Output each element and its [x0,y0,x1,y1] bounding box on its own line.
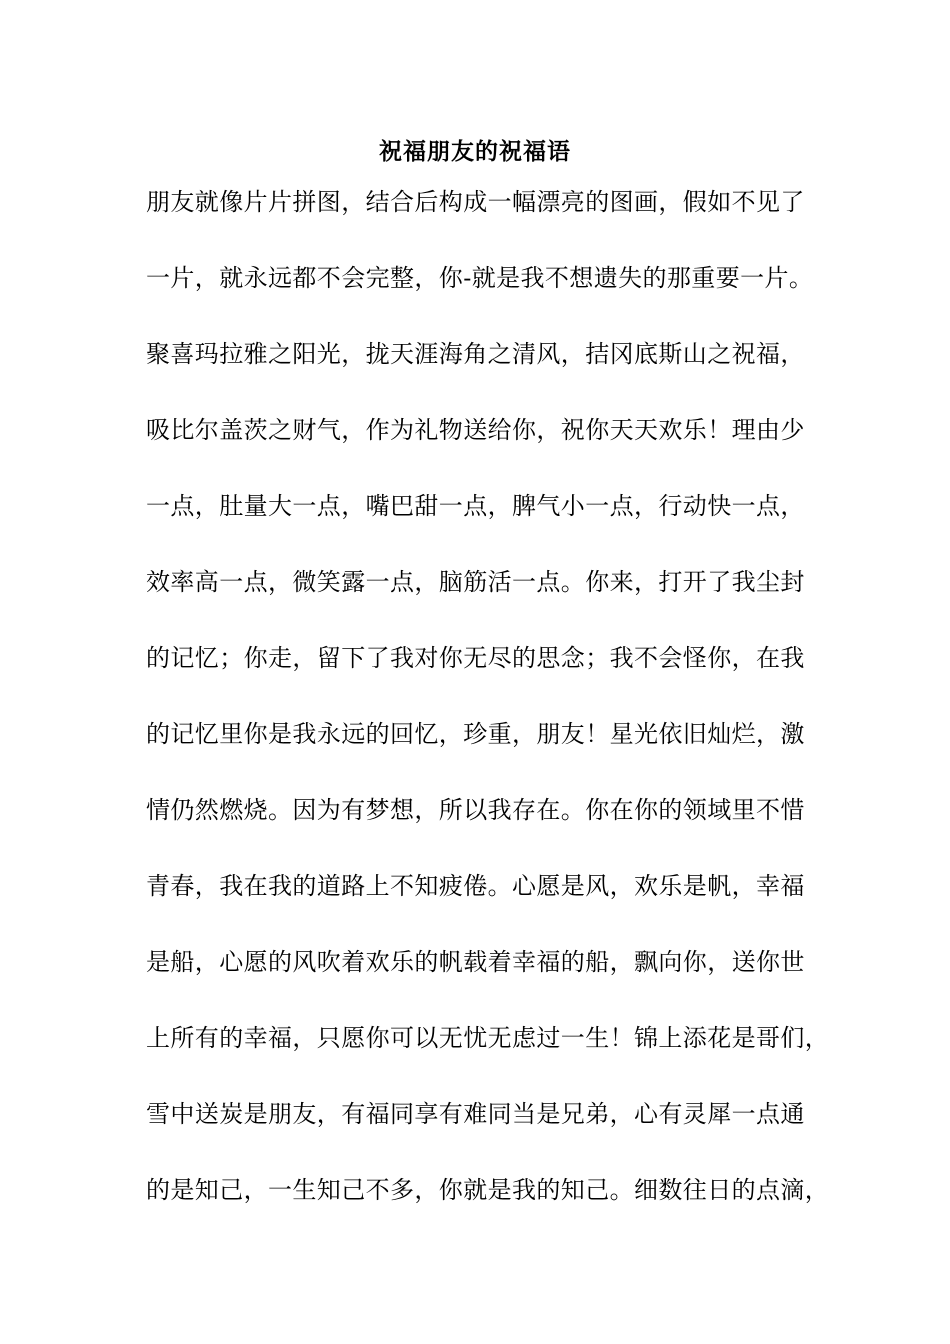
body-line: 一片，就永远都不会完整，你-就是我不想遗失的那重要一片。 [146,264,814,292]
body-line: 上所有的幸福，只愿你可以无忧无虑过一生！锦上添花是哥们， [146,1024,830,1052]
body-line: 朋友就像片片拼图，结合后构成一幅漂亮的图画，假如不见了 [146,188,805,216]
body-line: 效率高一点，微笑露一点，脑筋活一点。你来，打开了我尘封 [146,568,805,596]
body-line: 青春，我在我的道路上不知疲倦。心愿是风，欢乐是帆，幸福 [146,872,805,900]
body-line: 的记忆里你是我永远的回忆，珍重，朋友！星光依旧灿烂，激 [146,720,805,748]
document-body [146,181,836,1245]
body-line: 情仍然燃烧。因为有梦想，所以我存在。你在你的领域里不惜 [146,796,805,824]
body-line: 聚喜玛拉雅之阳光，拢天涯海角之清风，拮冈底斯山之祝福， [146,340,805,368]
body-line: 是船，心愿的风吹着欢乐的帆载着幸福的船，飘向你，送你世 [146,948,805,976]
body-line: 吸比尔盖茨之财气，作为礼物送给你，祝你天天欢乐！理由少 [146,416,805,444]
body-line: 一点，肚量大一点，嘴巴甜一点，脾气小一点，行动快一点， [146,492,805,520]
body-line: 雪中送炭是朋友，有福同享有难同当是兄弟，心有灵犀一点通 [146,1100,805,1128]
body-line: 的是知己，一生知己不多，你就是我的知己。细数往日的点滴， [146,1176,830,1204]
body-line: 的记忆；你走，留下了我对你无尽的思念；我不会怪你，在我 [146,644,805,672]
document-title: 祝福朋友的祝福语 [379,138,571,165]
